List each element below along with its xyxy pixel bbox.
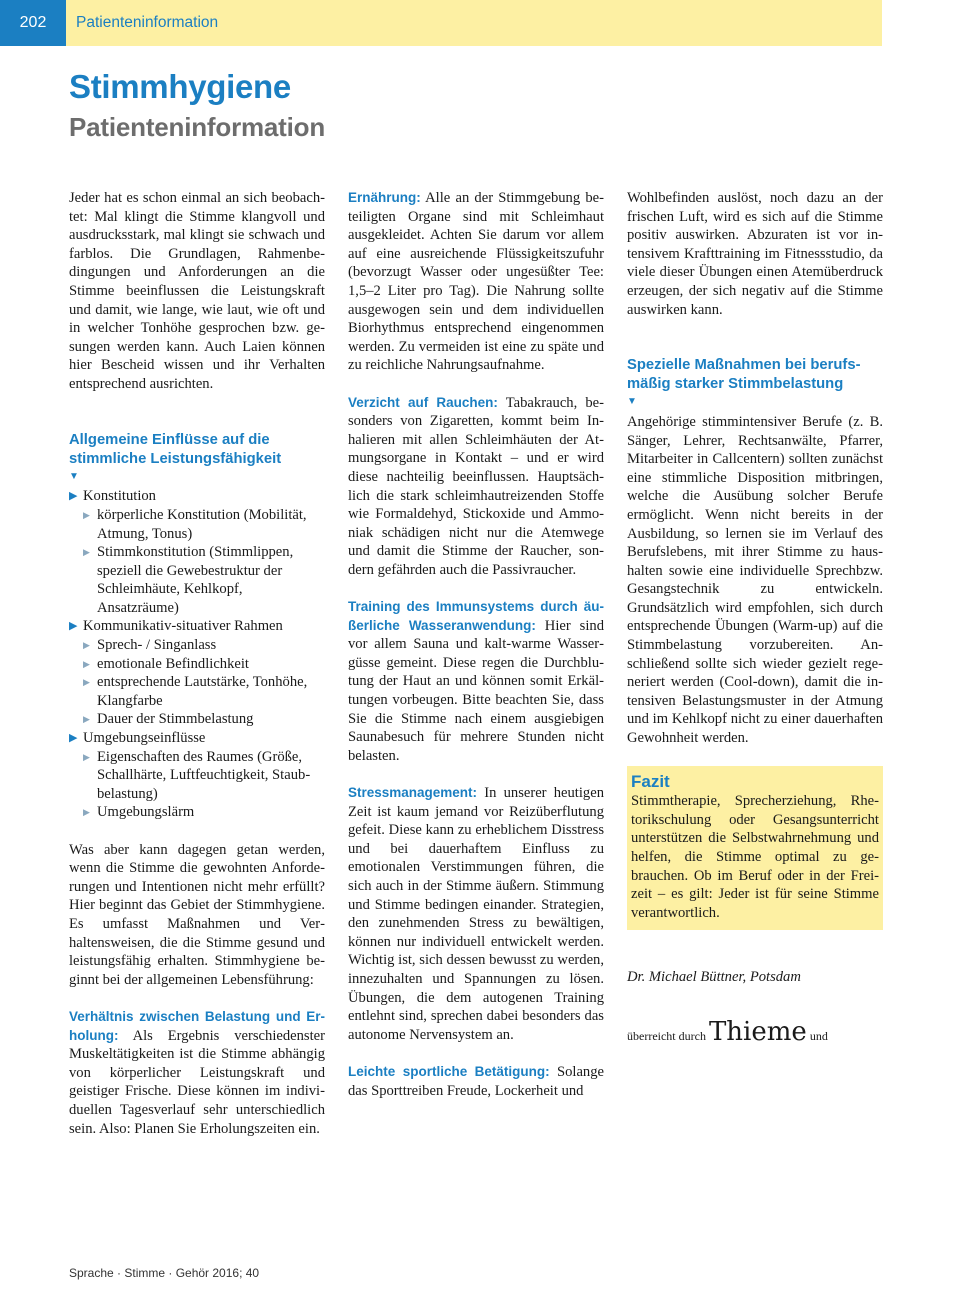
paragraph-lead: Training des Immunsystems durch äußerliche Wasseranwendung: (348, 599, 604, 633)
list-item-label: Kommunikativ-situativer Rahmen (83, 618, 283, 635)
paragraph-lead: Stressmanagement: (348, 785, 478, 800)
triangle-right-icon: ▶ (83, 751, 90, 762)
sub-list-item-label: Umgebungslärm (97, 804, 195, 821)
sub-list-item (69, 748, 325, 804)
sub-list-item-label: emotionale Befindlichkeit (97, 655, 249, 672)
triangle-right-icon: ▶ (83, 640, 90, 651)
section-heading-influences: Allgemeine Einflüsse auf die stimmliche Leistungsfähigkeit (69, 431, 282, 467)
paragraph-body: Tabakrauch, besonders von Zigaretten, kommt beim Inhalieren mit allen Schleimhäuten der Atmungsorgane in Kontakt – und er wird diese nachteilig beeinflussen. Hauptsächlich die stark schleimhautreizenden Stoffe wie Formaldehyd, Stickoxide und Ammoniak schädigen nicht nur die Atemwege und damit die Stimme der Raucher, sondern gefährden auch die Passivraucher. (348, 394, 604, 578)
triangle-right-icon: ▶ (83, 677, 90, 688)
author: Dr. Michael Büttner, Potsdam (627, 969, 801, 986)
fazit-box (627, 766, 883, 930)
paragraph-sport-continued: Wohlbefinden auslöst, noch dazu an der frischen Luft, wird es sich auf die Stimme positiv auswirken. Abzuraten ist vor intensivem Krafttraining im Fitnessstudio, da viele dieser Übungen einen Atemüberdruck erzeugen, der sich negativ auf die Stimme auswirken kann. (627, 190, 883, 318)
paragraph-nutrition (348, 189, 604, 375)
spacer (69, 412, 325, 431)
column-1 (69, 189, 325, 1157)
sub-list-item (69, 543, 325, 617)
column-3 (627, 189, 883, 1046)
section-heading-professional: Spezielle Maßnahmen bei berufsmäßig starker Stimmbelastung (627, 357, 861, 393)
sub-list-item (69, 655, 325, 674)
footer-citation: Sprache · Stimme · Gehör 2016; 40 (69, 1266, 260, 1280)
sub-list-item-label: Dauer der Stimmbelastung (97, 711, 254, 728)
paragraph-body: In unserer heutigen Zeit ist kaum jemand vor Reizüberflutung gefeit. Diese kann zu erheblichem Disstress und bei dauerhaftem Einfluss zu emotionalen Verstimmungen führen, die sich auch in der Stimme äußern. Stimmung und Stimme bedingen einander. Strategien, den zunehmenden Stress zu bewältigen, können nur individuell entwickelt werden. Wichtig ist, sich dessen bewusst zu werden, innezuhalten und Spannungen zu lösen. Übungen, die dem autogenen Training entlehnt sind, sprechen dabei besonders das autonome Nervensystem an. (348, 785, 604, 1043)
paragraph-professional: Angehörige stimmintensiver Berufe (z. B. Sänger, Lehrer, Rechtsanwälte, Pfarrer, Mitarbeiter in Callcentern) sollten zunächst eine stimmliche Disposition mitbringen, welche die Ausübung solcher Berufe ermöglicht. Wenn nicht bereits in der Ausbildung, so lernen sie im Verlauf des Berufslebens, mit ihrer Stimme zu haushalten sowie eine individuelle Sprechbzw. Gesangstechnik zu entwickeln. Grundsätzlich wird empfohlen, sich durch entsprechende Übungen (Warm-up) auf die Stimmbelastung vorzubereiten. Anschließend sollte sich wieder gezielt regeneriert werden (Cool-down), damit die intensiven Belastungsmuster in der Atmung und im Kehlkopf nicht zu einer dauerhaften Gewohnheit werden. (627, 413, 883, 747)
paragraph-sport (348, 1063, 604, 1100)
thieme-logo: Thieme (708, 1016, 807, 1047)
sub-list-item (69, 803, 325, 822)
paragraph-smoking (348, 394, 604, 580)
paragraph-lead: Leichte sportliche Betätigung: (348, 1063, 550, 1079)
intro-paragraph: Jeder hat es schon einmal an sich beobachtet: Mal klingt die Stimme klangvoll und ausdrucksstark, mal klingt sie schwach und farblos. Die Grundlagen, Rahmenbedingungen und Anforderungen an die Stimme beeinflussen die Leistungskraft und damit, wie lange, wie laut, wie oft und in welcher Tonhöhe gesprochen bzw. gesungen werden kann. Auch Laien können hier Bescheid wissen und ihr Verhalten entsprechend ausrichten. (69, 190, 325, 392)
column-2 (348, 189, 604, 1100)
triangle-right-icon: ▶ (69, 732, 78, 745)
triangle-right-icon: ▶ (83, 807, 90, 818)
page-number: 202 (0, 0, 66, 46)
triangle-right-icon: ▶ (69, 620, 78, 633)
spacer (627, 338, 883, 357)
paragraph-body: Alle an der Stimmgebung beteiligten Organe sind mit Schleimhaut ausgekleidet. Achten Sie darum vor allem auf eine ausreichende Flüssigkeitszufuhr (bevorzugt Wasser oder ungesüßter Tee: 1,5–2 Liter pro Tag). Die Nahrung sollte ausgewogen sein und dem individuellen Biorhythmus entsprechend eingenommen werden. Zu vermeiden ist eine zu späte und zu reichliche Nahrungsaufnahme. (348, 190, 604, 374)
sub-list-item-label: entsprechende Lautstärke, Tonhöhe, Klangfarbe (97, 674, 308, 709)
paragraph-body: Solange das Sporttreiben Freude, Lockerheit und (348, 1063, 604, 1099)
sub-list-item (69, 506, 325, 543)
page-subtitle: Patienteninformation (69, 112, 326, 142)
sub-list-item-label: Sprech- / Singanlass (97, 637, 217, 654)
list-item-label: Umgebungseinflüsse (83, 730, 206, 747)
paragraph-stimmhygiene: Was aber kann dagegen getan werden, wenn die Stimme die gewohnten Anforderungen und Intentionen nicht mehr erfüllt? Hier beginnt das Gebiet der Stimmhygiene. Es umfasst Maßnahmen und Verhaltensweisen, die die Stimme gesund und leistungsfähig erhalten. Stimmhygiene beginnt bei der allgemeinen Lebensführung: (69, 841, 325, 988)
triangle-right-icon: ▶ (83, 509, 90, 520)
sub-list-item-label: körperliche Konstitution (Mobilität, Atmung, Tonus) (97, 506, 307, 542)
triangle-down-icon: ▼ (69, 470, 79, 482)
sub-list-item-label: Eigenschaften des Raumes (Größe, Schallhärte, Luftfeuchtigkeit, Staubbelastung) (97, 748, 311, 802)
triangle-right-icon: ▶ (83, 547, 90, 558)
handed-over-line (627, 1016, 883, 1047)
running-header: Patienteninformation (66, 0, 882, 46)
paragraph-lead: Verhältnis zwischen Belastung und Erholung: (69, 1008, 325, 1043)
handed-over-label: überreicht durch (627, 1028, 706, 1043)
sub-list-item-label: Stimmkonstitution (Stimmlippen, speziell die Gewebestruktur der Schleimhäute, Kehlkopf, Ansatzräume) (97, 544, 294, 616)
list-item-label: Konstitution (83, 488, 156, 505)
paragraph-lead: Verzicht auf Rauchen: (348, 394, 498, 410)
list-item (69, 729, 325, 748)
fazit-title: Fazit (631, 772, 670, 792)
triangle-right-icon: ▶ (83, 714, 90, 725)
sub-list-item (69, 636, 325, 655)
triangle-right-icon: ▶ (69, 490, 78, 503)
paragraph-immune (348, 598, 604, 765)
paragraph-rest (69, 1008, 325, 1138)
handed-over-suffix: und (809, 1028, 828, 1043)
sub-list-item (69, 673, 325, 710)
list-item (69, 617, 325, 636)
paragraph-body: Als Ergebnis verschiedenster Muskeltätigkeiten ist die Stimme abhängig von körperlicher Leistungskraft und geistiger Frische. Diese können im individuellen Tagesverlauf sehr unterschiedlich sein. Also: Planen Sie Erholungszeiten ein. (69, 1027, 325, 1137)
triangle-down-icon: ▼ (627, 396, 637, 408)
paragraph-body: Hier sind vor allem Sauna und kalt-warme Wassergüsse gemeint. Diese regen die Durchblutung der Haut an und können somit Erkältungen vorbeugen. Bitte beachten Sie, dass Sie die Stimme nach einem ausgiebigen Saunabesuch für mehrere Stunden nicht belasten. (348, 617, 604, 764)
page-title: Stimmhygiene (69, 68, 291, 105)
triangle-right-icon: ▶ (83, 658, 90, 669)
sub-list-item (69, 710, 325, 729)
paragraph-lead: Ernährung: (348, 190, 421, 205)
list-item (69, 487, 325, 506)
paragraph-stress (348, 784, 604, 1044)
fazit-text: Stimmtherapie, Sprecherziehung, Rhetorikschulung oder Gesangsunterricht unterstützen die Selbstwahrnehmung und helfen, die Stimme optimal zu gebrauchen. Ob im Beruf oder in der Freizeit – es gilt: Jeder ist für seine Stimme verantwortlich. (631, 793, 879, 921)
